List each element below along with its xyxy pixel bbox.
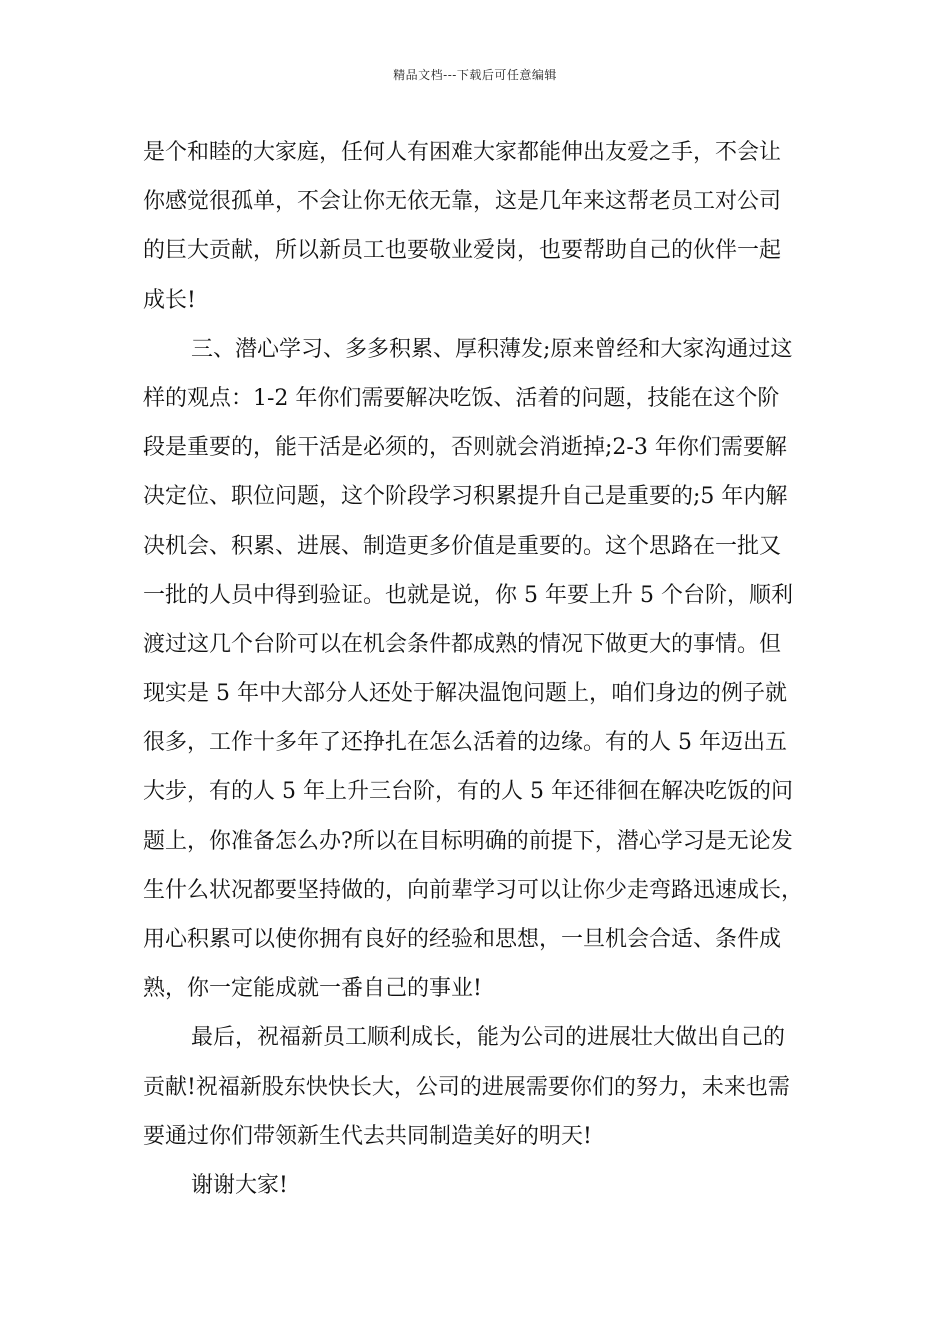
text-line: 样的观点：1-2 年你们需要解决吃饭、活着的问题，技能在这个阶 bbox=[143, 385, 780, 411]
text-line: 一批的人员中得到验证。也就是说，你 5 年要上升 5 个台阶，顺利 bbox=[143, 582, 793, 608]
text-line: 决机会、积累、进展、制造更多价值是重要的。这个思路在一批又 bbox=[143, 533, 782, 559]
paragraph-section-three bbox=[143, 325, 823, 1014]
text-line: 用心积累可以使你拥有良好的经验和思想，一旦机会合适、条件成 bbox=[143, 927, 782, 952]
page-header: 精品文档---下载后可任意编辑 bbox=[393, 68, 557, 82]
text-line: 是个和睦的大家庭，任何人有困难大家都能伸出友爱之手，不会让 bbox=[143, 140, 782, 165]
text-line: 成长! bbox=[143, 287, 196, 313]
text-line: 你感觉很孤单，不会让你无依无靠，这是几年来这帮老员工对公司 bbox=[143, 189, 782, 215]
text-line: 谢谢大家! bbox=[191, 1172, 288, 1198]
paragraph-thanks bbox=[143, 1161, 823, 1210]
text-line: 的巨大贡献，所以新员工也要敬业爱岗，也要帮助自己的伙伴一起 bbox=[143, 238, 782, 264]
text-line: 决定位、职位问题，这个阶段学习积累提升自己是重要的;5 年内解 bbox=[143, 484, 788, 510]
text-line: 渡过这几个台阶可以在机会条件都成熟的情况下做更大的事情。但 bbox=[143, 631, 782, 657]
text-line: 段是重要的，能干活是必须的，否则就会消逝掉;2-3 年你们需要解 bbox=[143, 435, 787, 461]
paragraph-continuation bbox=[143, 128, 823, 325]
text-line: 熟，你一定能成就一番自己的事业! bbox=[143, 976, 482, 1002]
document-body bbox=[143, 128, 823, 1210]
text-line: 题上，你准备怎么办?所以在目标明确的前提下，潜心学习是无论发 bbox=[143, 828, 793, 854]
paragraph-closing-wishes bbox=[143, 1013, 823, 1161]
text-line: 最后，祝福新员工顺利成长，能为公司的进展壮大做出自己的 bbox=[191, 1025, 786, 1051]
text-line: 要通过你们带领新生代去共同制造美好的明天! bbox=[143, 1123, 592, 1149]
text-line: 贡献!祝福新股东快快长大，公司的进展需要你们的努力，未来也需 bbox=[143, 1074, 790, 1100]
text-line: 很多，工作十多年了还挣扎在怎么活着的边缘。有的人 5 年迈出五 bbox=[143, 730, 787, 756]
text-line: 现实是 5 年中大部分人还处于解决温饱问题上，咱们身边的例子就 bbox=[143, 681, 787, 707]
text-line: 三、潜心学习、多多积累、厚积薄发;原来曾经和大家沟通过这 bbox=[191, 336, 793, 362]
text-line: 大步，有的人 5 年上升三台阶，有的人 5 年还徘徊在解决吃饭的问 bbox=[143, 779, 793, 805]
text-line: 生什么状况都要坚持做的，向前辈学习可以让你少走弯路迅速成长， bbox=[143, 877, 804, 903]
